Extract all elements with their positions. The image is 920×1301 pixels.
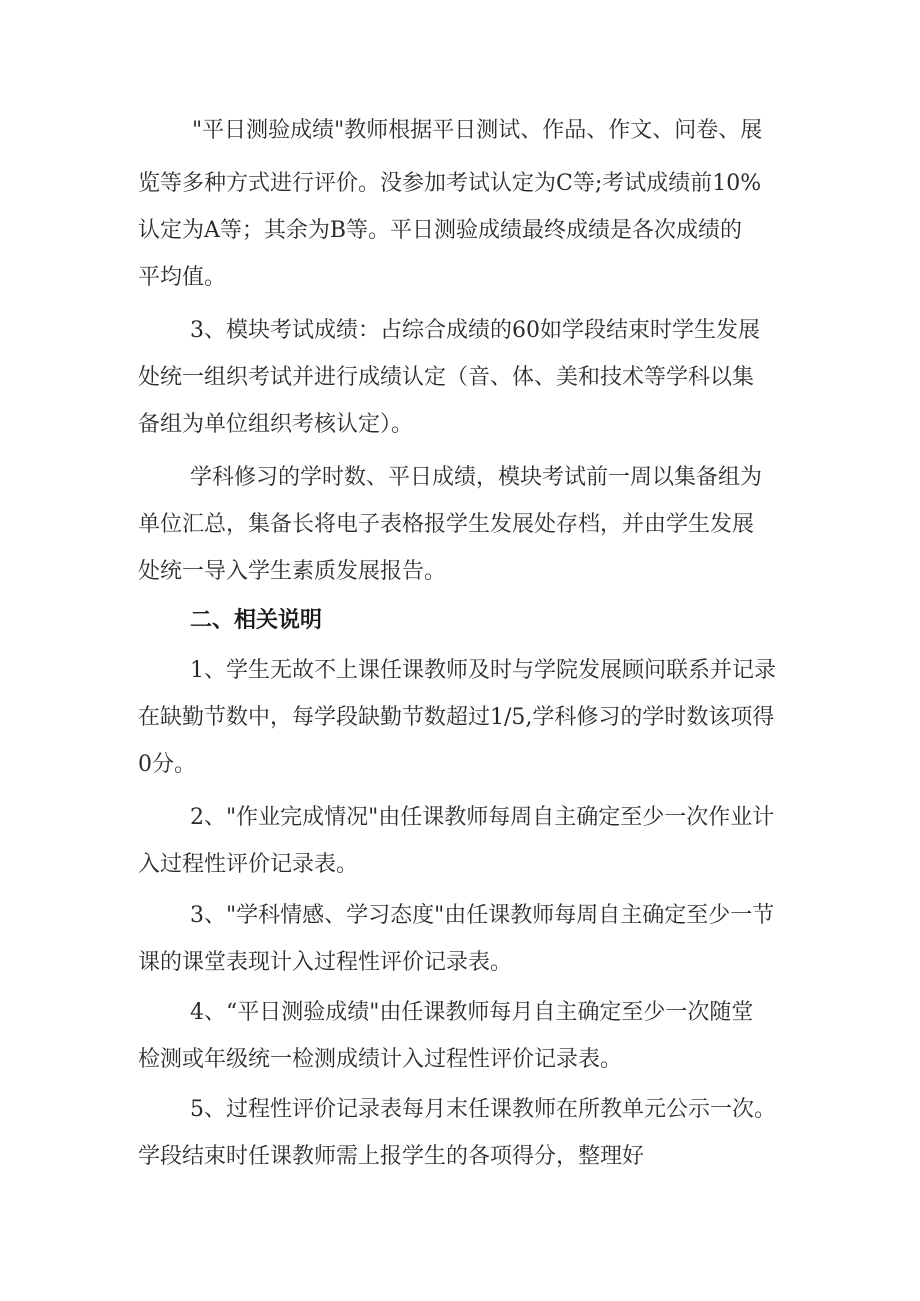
text-line: 1、学生无故不上课任课教师及时与学院发展顾问联系并记录 <box>190 658 776 683</box>
text-line: 检测或年级统一检测成绩计入过程性评价记录表。 <box>138 1047 623 1072</box>
text-line: 学段结束时任课教师需上报学生的各项得分，整理好 <box>138 1144 645 1169</box>
text-line: 2、"作业完成情况"由任课教师每周自主确定至少一次作业计 <box>190 805 775 830</box>
text-line: 入过程性评价记录表。 <box>138 852 359 877</box>
section-heading: 二、相关说明 <box>190 608 323 633</box>
text-line: 认定为A等；其余为B等。平日测验成绩最终成绩是各次成绩的 <box>138 218 743 243</box>
text-line: 单位汇总，集备长将电子表格报学生发展处存档，并由学生发展 <box>138 512 755 537</box>
text-line: 在缺勤节数中，每学段缺勤节数超过1/5,学科修习的学时数该项得 <box>138 705 775 730</box>
text-line: 学科修习的学时数、平日成绩，模块考试前一周以集备组为 <box>190 465 763 490</box>
text-line: 4、“平日测验成绩"由任课教师每月自主确定至少一次随堂 <box>190 1000 754 1025</box>
text-line: 3、"学科情感、学习态度"由任课教师每周自主确定至少一节 <box>190 903 775 928</box>
text-line: 5、过程性评价记录表每月末任课教师在所教单元公示一次。 <box>190 1097 776 1122</box>
text-line: 处统一导入学生素质发展报告。 <box>138 559 447 584</box>
text-line: 览等多种方式进行评价。没参加考试认定为C等;考试成绩前10% <box>138 171 762 196</box>
text-line: "平日测验成绩"教师根据平日测试、作品、作文、问卷、展 <box>192 118 763 143</box>
text-line: 备组为单位组织考核认定）。 <box>138 412 414 437</box>
text-line: 平均值。 <box>138 265 227 290</box>
text-line: 处统一组织考试并进行成绩认定（音、体、美和技术等学科以集 <box>138 365 755 390</box>
text-line: 课的课堂表现计入过程性评价记录表。 <box>138 950 513 975</box>
text-line: 0分。 <box>138 752 196 777</box>
text-line: 3、模块考试成绩：占综合成绩的60如学段结束时学生发展 <box>190 318 760 343</box>
